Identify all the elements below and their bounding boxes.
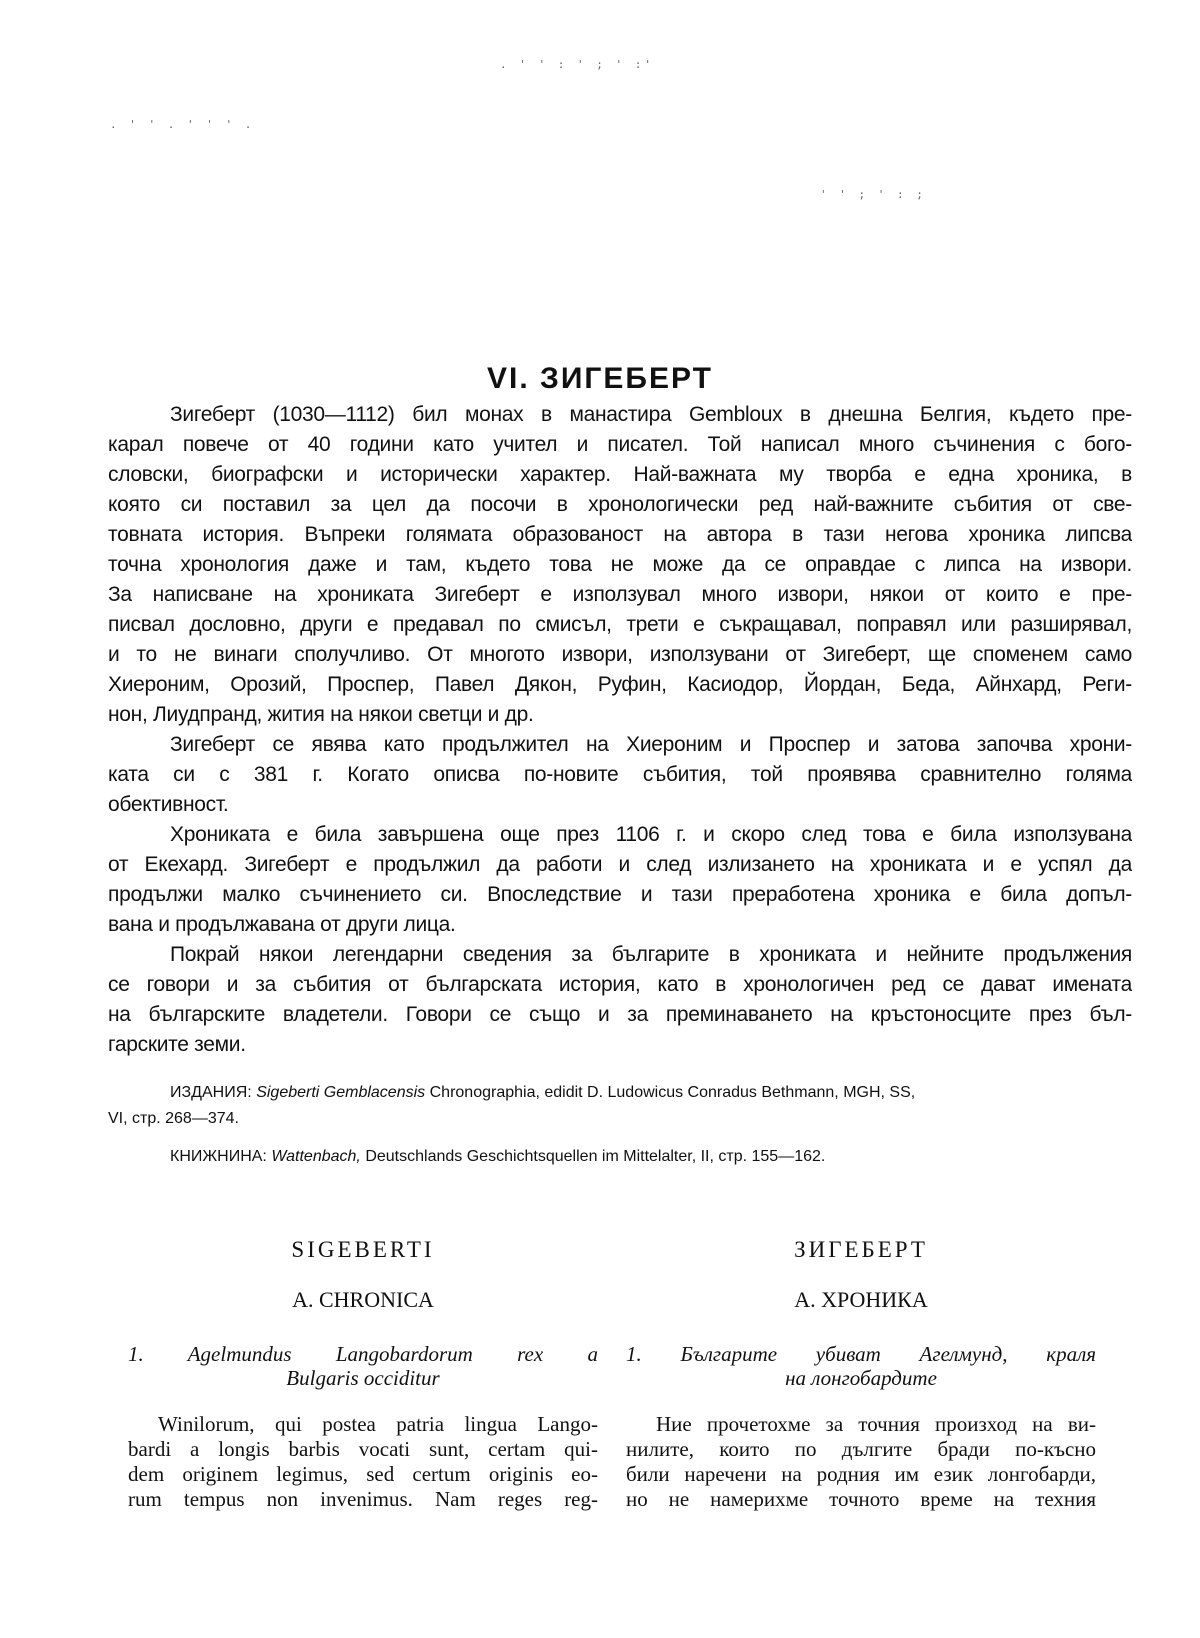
- intro-line: на българските владетели. Говори се също и за преминаването на кръстоносците през бъл-: [108, 1003, 1132, 1026]
- latin-heading: SIGEBERTI: [291, 1237, 435, 1262]
- intro-line: Зигеберт се явява като продължител на Хиероним и Проспер и затова започва хрони-: [170, 733, 1132, 756]
- intro-line: обективност.: [108, 793, 229, 816]
- scan-noise: . ' ' : ' ; ' :': [500, 58, 654, 71]
- intro-line: вана и продължавана от други лица.: [108, 913, 456, 936]
- intro-line: от Екехард. Зигеберт е продължил да работи и след излизането на хрониката и е успял да: [108, 853, 1132, 876]
- column-line: но не намерихме точното време на техния: [626, 1487, 1096, 1511]
- intro-line: товната история. Въпреки голямата образованост на автора в тази негова хроника липсва: [108, 523, 1132, 546]
- literature-label: КНИЖНИНА:: [170, 1148, 267, 1165]
- editions-details: Chronographia, edidit D. Ludowicus Conradus Bethmann, MGH, SS,: [429, 1084, 916, 1101]
- latin-subheading: A. CHRONICA: [292, 1287, 434, 1312]
- column-line: Winilorum, qui postea patria lingua Lango-: [158, 1412, 598, 1436]
- intro-line: и то не винаги сполучливо. От многото извори, използувани от Зигеберт, ще споменем само: [108, 643, 1132, 666]
- scan-noise: . ' ' . ' ' ' .: [110, 118, 255, 131]
- intro-line: точна хронология даже и там, където това не може да се оправдае с липса на извори.: [108, 553, 1132, 576]
- column-line: Ние прочетохме за точния произход на ви-: [656, 1412, 1096, 1436]
- intro-line: словски, биографски и исторически характер. Най-важната му творба е една хроника, в: [108, 463, 1132, 486]
- intro-line: ката си с 381 г. Когато описва по-новите събития, той проявява сравнително голяма: [108, 763, 1132, 786]
- latin-column: [128, 1230, 598, 1512]
- intro-line: нон, Лиудпранд, жития на някои светци и др.: [108, 703, 534, 726]
- latin-body: [128, 1412, 598, 1512]
- bulgarian-section-title: 1. Българите убиват Агелмунд, краля на лонгобардите: [626, 1342, 1096, 1390]
- bulgarian-column: [626, 1230, 1096, 1512]
- column-line: rum tempus non invenimus. Nam reges reg-: [128, 1487, 598, 1511]
- literature-details: Deutschlands Geschichtsquellen im Mittelalter, II, стр. 155—162.: [365, 1148, 826, 1165]
- chapter-title: VI. ЗИГЕБЕРТ: [487, 362, 713, 396]
- literature-block: [108, 1144, 1132, 1170]
- intro-line: се говори и за събития от българската история, като в хронологичен ред се дават имената: [108, 973, 1132, 996]
- intro-line: продължи малко съчинението си. Впоследствие и тази преработена хроника е била допъл-: [108, 883, 1132, 906]
- intro-line: За написване на хрониката Зигеберт е използувал много извори, някои от които е пре-: [108, 583, 1132, 606]
- column-line: bardi a longis barbis vocati sunt, certam qui-: [128, 1437, 598, 1461]
- references: [108, 1080, 1132, 1182]
- intro-line: Покрай някои легендарни сведения за българите в хрониката и нейните продължения: [170, 943, 1132, 966]
- bulgarian-body: [626, 1412, 1096, 1512]
- intro-text: [108, 400, 1132, 1060]
- editions-label: ИЗДАНИЯ:: [170, 1084, 252, 1101]
- bulgarian-heading: ЗИГЕБЕРТ: [794, 1237, 928, 1262]
- intro-line: Зигеберт (1030—1112) бил монах в манастира Gembloux в днешна Белгия, където пре-: [170, 403, 1132, 426]
- latin-section-title: 1. Agelmundus Langobardorum rex a Bulgaris occiditur: [128, 1342, 598, 1390]
- intro-line: Хрониката е била завършена още през 1106 г. и скоро след това е била използувана: [170, 823, 1132, 846]
- scan-noise: ' ' ; ' : ;: [820, 188, 926, 201]
- column-line: dem originem legimus, sed certum originis eo-: [128, 1462, 598, 1486]
- column-line: били наречени на родния им език лонгобарди,: [626, 1462, 1096, 1486]
- literature-author: Wattenbach,: [271, 1148, 361, 1165]
- intro-line: Хиероним, Орозий, Проспер, Павел Дякон, Руфин, Касиодор, Йордан, Беда, Айнхард, Реги-: [108, 673, 1132, 696]
- intro-line: писвал дословно, други е предавал по смисъл, трети е съкращавал, поправял или разширявал,: [108, 613, 1132, 636]
- editions-title: Sigeberti Gemblacensis: [256, 1084, 426, 1101]
- intro-line: карал повече от 40 години като учител и писател. Той написал много съчинения с бого-: [108, 433, 1132, 456]
- editions-pages: VI, стр. 268—374.: [108, 1110, 239, 1127]
- intro-line: гарските земи.: [108, 1033, 246, 1056]
- intro-line: която си поставил за цел да посочи в хронологически ред най-важните събития от све-: [108, 493, 1132, 516]
- column-line: нилите, които по дългите бради по-късно: [626, 1437, 1096, 1461]
- editions-block: [108, 1080, 1132, 1132]
- bulgarian-subheading: А. ХРОНИКА: [794, 1287, 928, 1312]
